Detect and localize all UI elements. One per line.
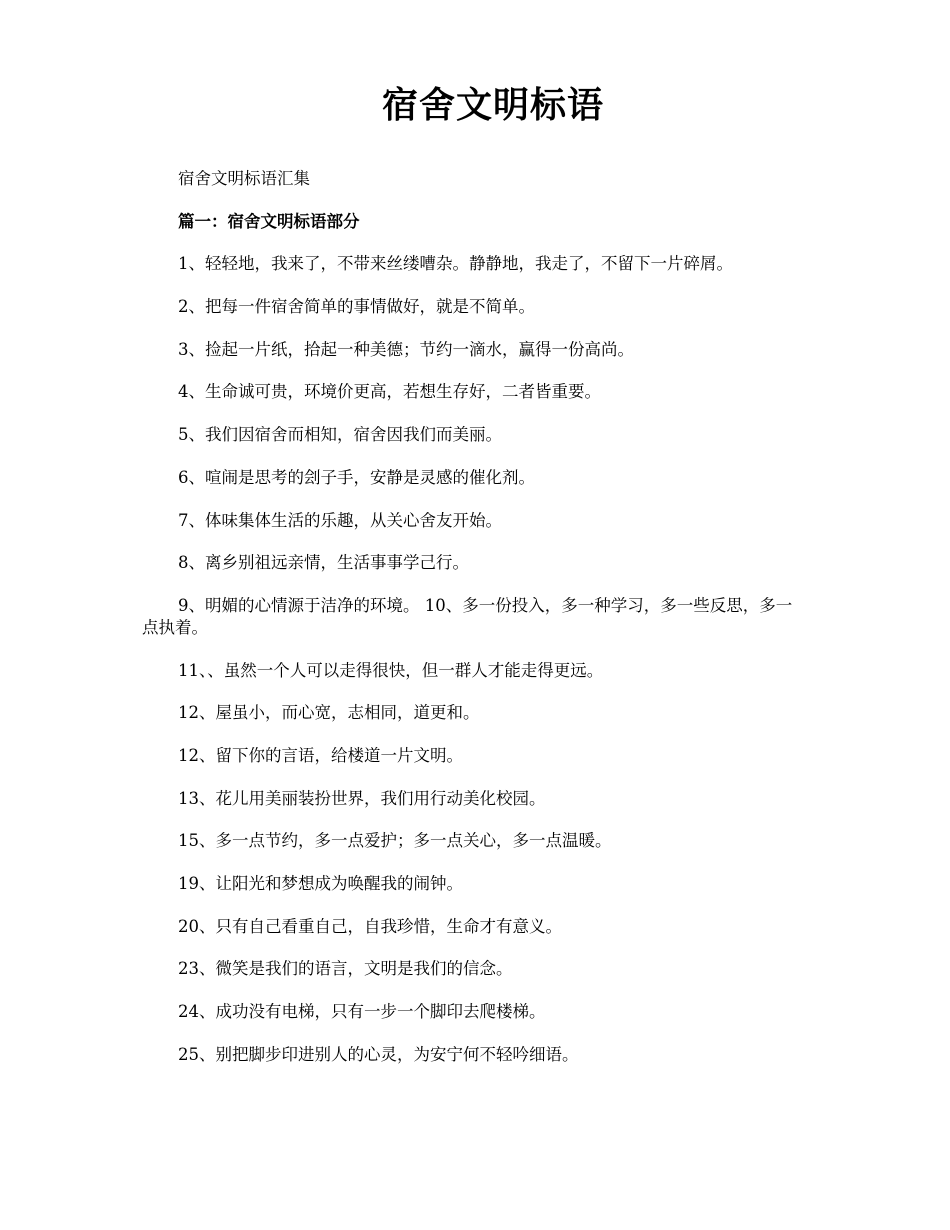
list-item: 7、体味集体生活的乐趣，从关心舍友开始。: [178, 510, 502, 530]
document-subtitle: 宿舍文明标语汇集: [178, 169, 310, 188]
list-item: 11、、虽然一个人可以走得很快，但一群人才能走得更远。: [178, 660, 604, 680]
list-item: 12、屋虽小，而心宽，志相同，道更和。: [178, 703, 480, 723]
document-title: 宿舍文明标语: [381, 84, 604, 126]
list-item: 12、留下你的言语，给楼道一片文明。: [178, 745, 463, 765]
list-item: 4、生命诚可贵，环境价更高，若想生存好，二者皆重要。: [178, 382, 601, 402]
list-item: 8、离乡别祖远亲情，生活事事学己行。: [178, 553, 469, 573]
list-item: 23、微笑是我们的语言，文明是我们的信念。: [178, 959, 513, 979]
list-item: 19、让阳光和梦想成为唤醒我的闹钟。: [178, 874, 463, 893]
section-heading: 篇一：宿舍文明标语部分: [178, 211, 360, 231]
list-item: 20、只有自己看重自己，自我珍惜，生命才有意义。: [178, 916, 562, 936]
list-item: 2、把每一件宿舍简单的事情做好，就是不简单。: [178, 297, 535, 317]
list-item: 9、明媚的心情源于洁净的环境。 10、多一份投入，多一种学习，多一些反思，多一点执着。: [142, 595, 793, 637]
list-item: 15、多一点节约，多一点爱护；多一点关心，多一点温暖。: [178, 831, 612, 851]
list-item: 5、我们因宿舍而相知，宿舍因我们而美丽。: [178, 425, 502, 445]
list-item: 6、喧闹是思考的刽子手，安静是灵感的催化剂。: [178, 467, 535, 487]
document-body: [142, 168, 802, 1086]
list-item: 3、捡起一片纸，拾起一种美德；节约一滴水，赢得一份高尚。: [178, 339, 634, 359]
list-item: 25、别把脚步印进别人的心灵，为安宁何不轻吟细语。: [178, 1044, 579, 1064]
list-item: 24、成功没有电梯，只有一步一个脚印去爬楼梯。: [178, 1002, 546, 1022]
list-item: 13、花儿用美丽装扮世界，我们用行动美化校园。: [178, 788, 546, 808]
list-item: 1、轻轻地，我来了，不带来丝缕嘈杂。静静地，我走了，不留下一片碎屑。: [178, 254, 733, 274]
